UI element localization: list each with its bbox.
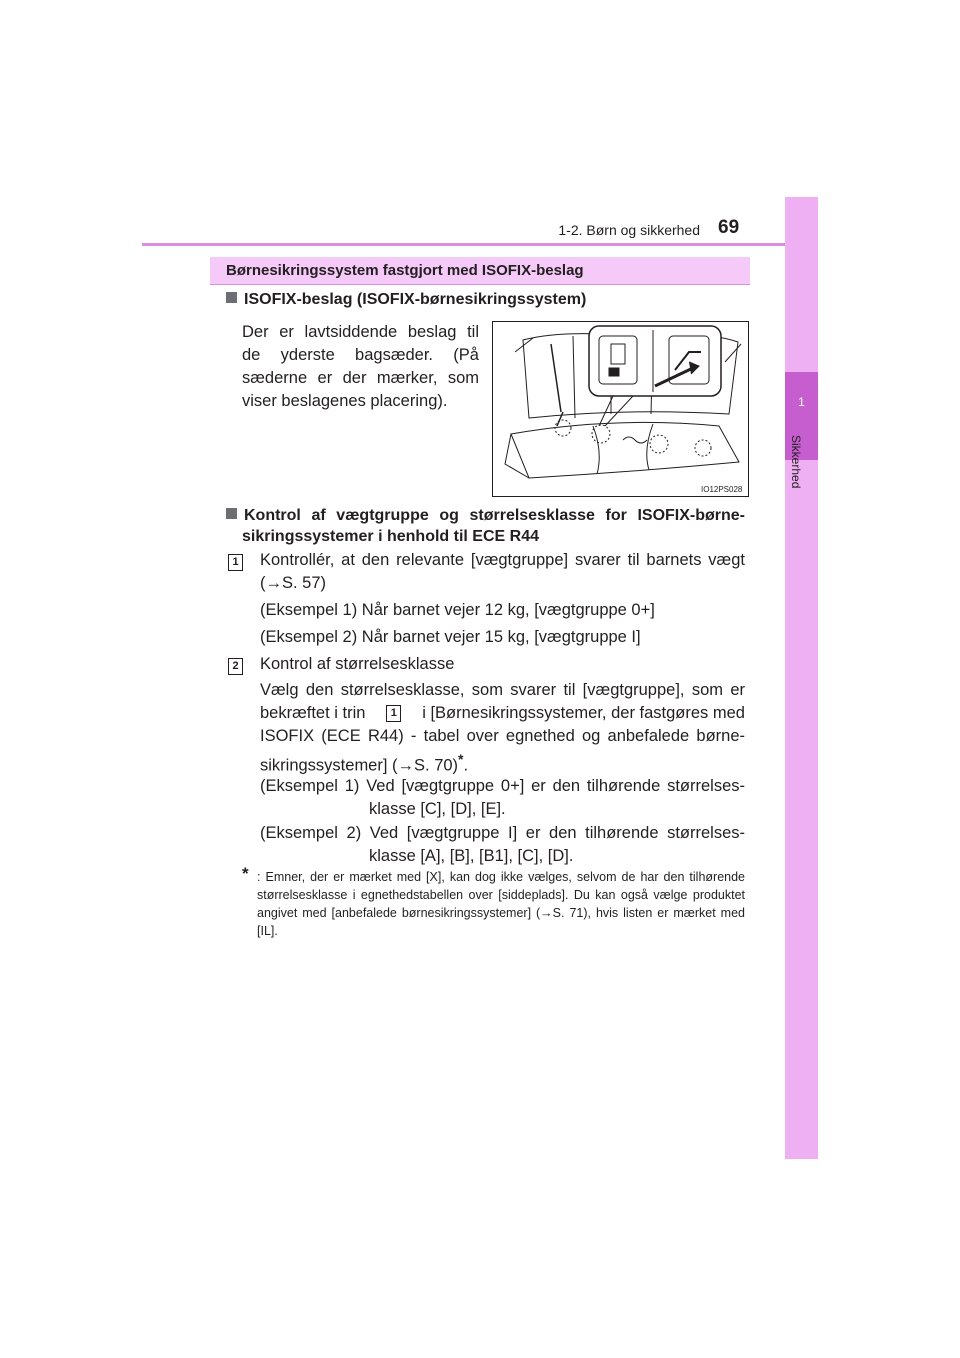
- kontrol-heading-line2: sikringssystemer i henhold til ECE R44: [242, 528, 539, 545]
- isofix-heading-text: ISOFIX-beslag (ISOFIX-børnesikringssystem): [244, 291, 587, 308]
- step-number: 2: [228, 658, 243, 675]
- step2-line4-end: .: [463, 756, 469, 775]
- bullet-square-icon: [226, 508, 237, 519]
- isofix-heading: [226, 291, 586, 309]
- page-number: 69: [718, 217, 740, 238]
- isofix-text-line: sæderne er der mærker, som: [242, 369, 479, 387]
- footnote-star: *: [242, 864, 249, 883]
- running-header: 1-2. Børn og sikkerhed: [558, 222, 700, 238]
- kontrol-heading: [226, 505, 745, 547]
- step2-example2-line1: (Eksempel 2) Ved [vægtgruppe I] er den tilhørende størrelses-: [260, 824, 745, 842]
- rear-seat-isofix-icon: [493, 322, 748, 496]
- step2-example1-line2: klasse [C], [D], [E].: [369, 800, 506, 818]
- step2-example2-line2: klasse [A], [B], [B1], [C], [D].: [369, 847, 574, 865]
- step2-line1: Vælg den størrelsesklasse, som svarer til [vægtgruppe], som er: [260, 681, 745, 699]
- footnote: [242, 864, 745, 940]
- chapter-number: 1: [798, 395, 805, 409]
- chapter-side-tab: [785, 197, 818, 1159]
- isofix-text-line: viser beslagenes placering).: [242, 392, 448, 410]
- header-rule: [142, 243, 818, 246]
- step2-title: Kontrol af størrelsesklasse: [260, 655, 455, 673]
- figure-code: IO12PS028: [701, 485, 743, 494]
- isofix-text-line: de yderste bagsæder. (På: [242, 346, 479, 364]
- chapter-label: Sikkerhed: [789, 435, 803, 489]
- step1-line1: Kontrollér, at den relevante [vægtgruppe] svarer til barnets vægt: [260, 551, 745, 569]
- step2-line2-end: i [Børnesikringssystemer, der fastgøres med: [422, 704, 745, 722]
- isofix-text-line: Der er lavtsiddende beslag til: [242, 323, 479, 341]
- step2-line3: ISOFIX (ECE R44) - tabel over egnethed og anbefalede børne-: [260, 727, 745, 745]
- step1-example1: (Eksempel 1) Når barnet vejer 12 kg, [vægtgruppe 0+]: [260, 601, 655, 619]
- step2-line4: [260, 748, 468, 778]
- footnote-text: : Emner, der er mærket med [X], kan dog ikke vælges, selvom de har den tilhørende størrelsesklasse i egnethedstabellen over [siddeplads]. Du kan også vælge produktet angivet med [anbefalede børnesikringssystemer] (→S. 71), hvis listen er mærket med [IL].: [257, 870, 745, 938]
- section-heading: Børnesikringssystem fastgjort med ISOFIX-beslag: [226, 262, 584, 279]
- step-reference: 1: [386, 705, 401, 722]
- step-1-marker: [228, 552, 243, 571]
- step1-line2: (→S. 57): [260, 574, 327, 592]
- bullet-square-icon: [226, 292, 237, 303]
- footnote-marker: *: [458, 751, 464, 767]
- step1-example2: (Eksempel 2) Når barnet vejer 15 kg, [vægtgruppe I]: [260, 628, 641, 646]
- step2-example1-line1: (Eksempel 1) Ved [vægtgruppe 0+] er den tilhørende størrelses-: [260, 777, 745, 795]
- step2-line2-start: bekræftet i trin: [260, 704, 366, 722]
- step2-line4-text: sikringssystemer] (→S. 70): [260, 756, 459, 775]
- isofix-seat-illustration: [492, 321, 749, 497]
- kontrol-heading-line1: Kontrol af vægtgruppe og størrelsesklasse for ISOFIX-børne-: [244, 507, 745, 524]
- step2-line2: [260, 702, 745, 725]
- step-2-marker: [228, 656, 243, 675]
- step-number: 1: [228, 554, 243, 571]
